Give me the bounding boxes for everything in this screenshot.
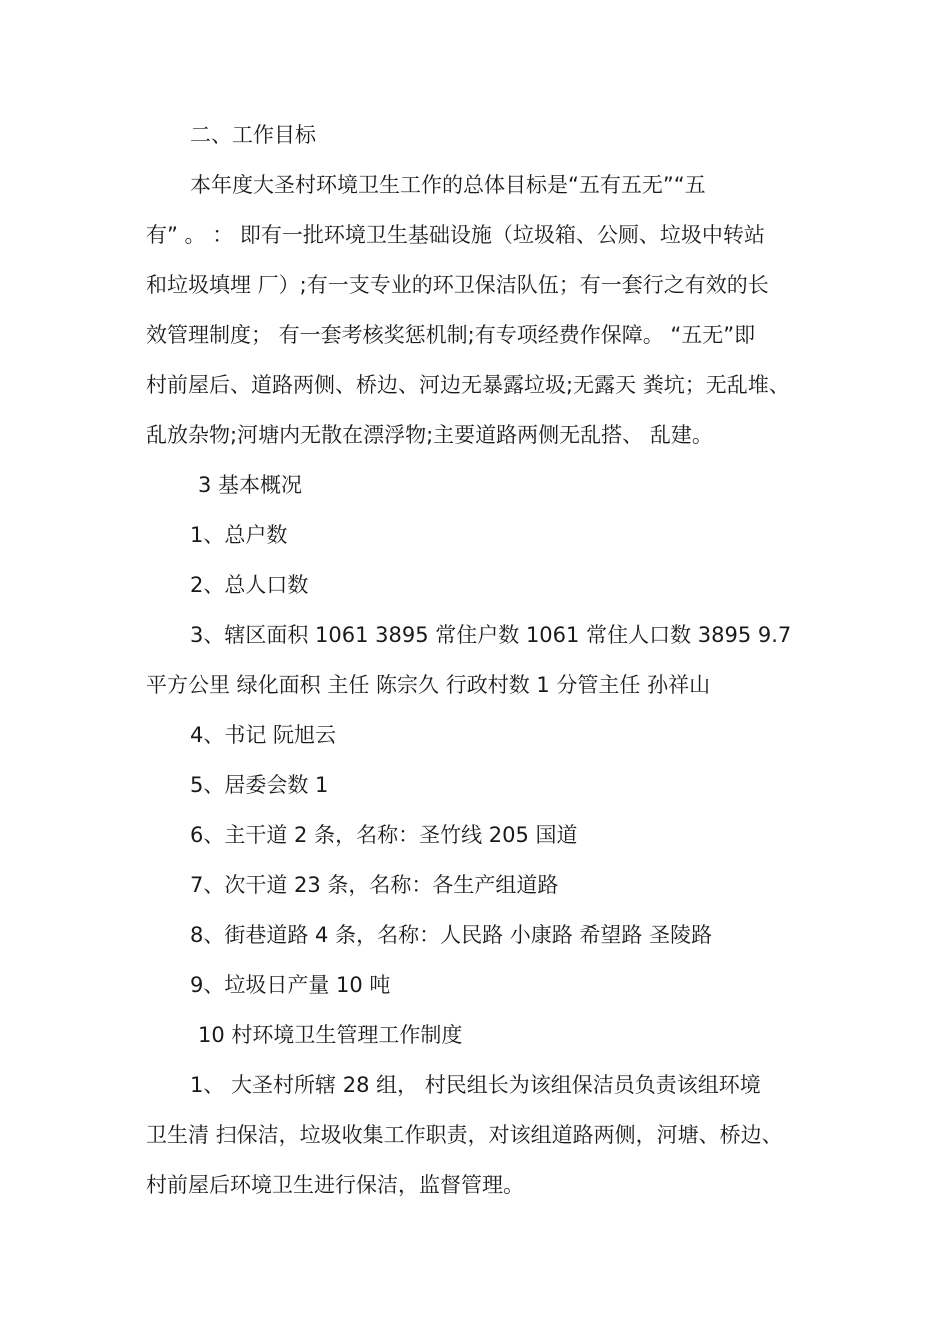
goal-paragraph-line: 有” 。 ： 即有一批环境卫生基础设施（垃圾箱、公厕、垃圾中转站 bbox=[146, 223, 765, 247]
management-paragraph-line: 1、 大圣村所辖 28 组， 村民组长为该组保洁员负责该组环境 bbox=[190, 1073, 761, 1097]
overview-item: 8、街巷道路 4 条，名称：人民路 小康路 希望路 圣陵路 bbox=[190, 923, 713, 947]
goal-paragraph-line: 村前屋后、道路两侧、桥边、河边无暴露垃圾;无露天 粪坑；无乱堆、 bbox=[146, 373, 790, 397]
management-paragraph-line: 村前屋后环境卫生进行保洁，监督管理。 bbox=[146, 1173, 524, 1197]
goal-paragraph-line: 本年度大圣村环境卫生工作的总体目标是“五有五无”“五 bbox=[190, 173, 706, 197]
overview-item: 1、总户数 bbox=[190, 523, 288, 547]
overview-item: 2、总人口数 bbox=[190, 573, 309, 597]
overview-item: 3、辖区面积 1061 3895 常住户数 1061 常住人口数 3895 9.7 bbox=[190, 623, 792, 647]
overview-item: 4、书记 阮旭云 bbox=[190, 723, 337, 747]
overview-heading: 3 基本概况 bbox=[198, 473, 303, 497]
goal-paragraph-line: 效管理制度； 有一套考核奖惩机制;有专项经费作保障。 “五无”即 bbox=[146, 323, 756, 347]
overview-item-continued: 平方公里 绿化面积 主任 陈宗久 行政村数 1 分管主任 孙祥山 bbox=[146, 673, 711, 697]
goal-paragraph-line: 和垃圾填埋 厂）;有一支专业的环卫保洁队伍；有一套行之有效的长 bbox=[146, 273, 769, 297]
overview-item: 7、次干道 23 条，名称：各生产组道路 bbox=[190, 873, 559, 897]
overview-item: 9、垃圾日产量 10 吨 bbox=[190, 973, 391, 997]
overview-item: 6、主干道 2 条，名称：圣竹线 205 国道 bbox=[190, 823, 578, 847]
management-heading: 10 村环境卫生管理工作制度 bbox=[198, 1023, 463, 1047]
overview-item: 5、居委会数 1 bbox=[190, 773, 329, 797]
section-title: 二、工作目标 bbox=[190, 123, 316, 147]
goal-paragraph-line: 乱放杂物;河塘内无散在漂浮物;主要道路两侧无乱搭、 乱建。 bbox=[146, 423, 713, 447]
management-paragraph-line: 卫生清 扫保洁，垃圾收集工作职责，对该组道路两侧，河塘、桥边、 bbox=[146, 1123, 783, 1147]
